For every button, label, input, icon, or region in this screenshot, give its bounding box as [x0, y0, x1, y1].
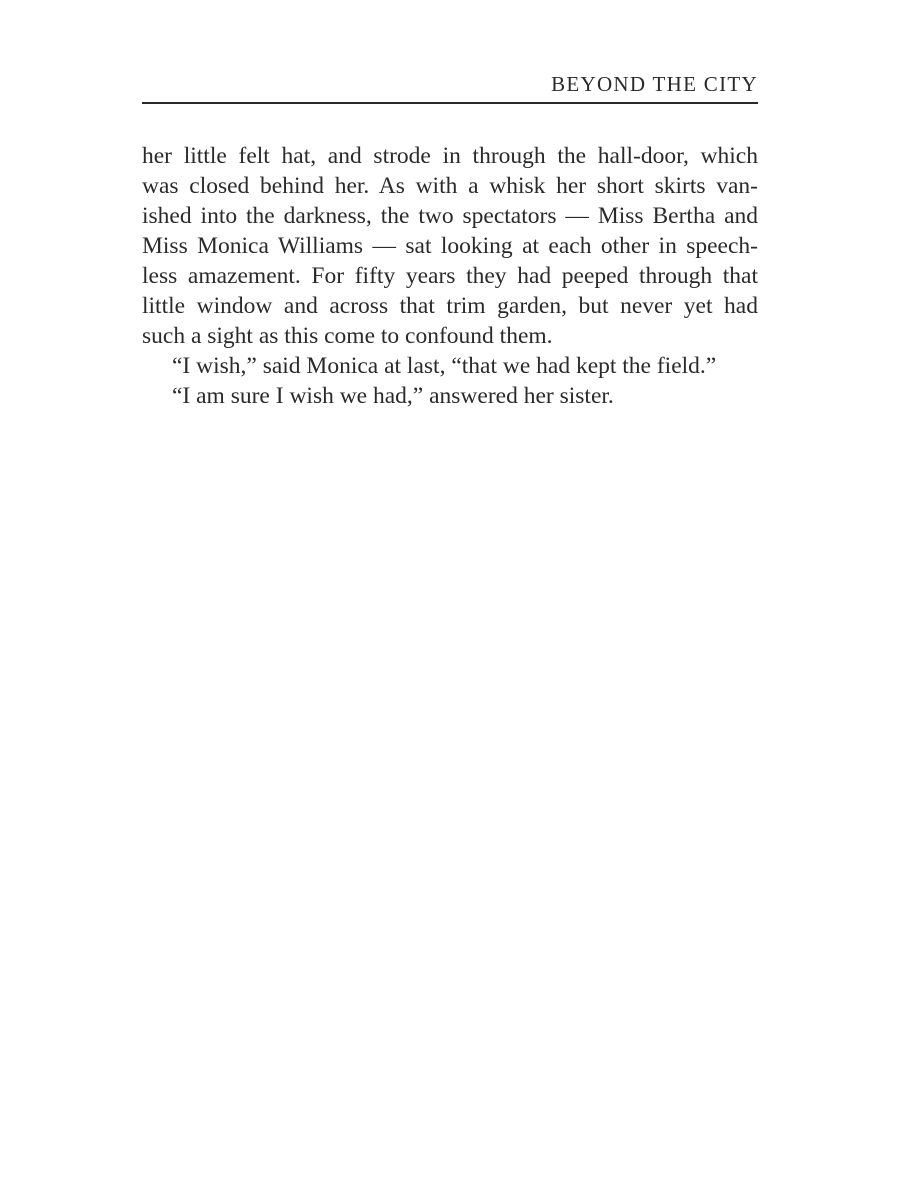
dialogue-line: “I wish,” said Monica at last, “that we had kept the field.” [172, 353, 717, 379]
running-head-title: BEYOND THE CITY [551, 72, 758, 96]
running-head [142, 70, 758, 104]
dialogue-line: “I am sure I wish we had,” answered her sister. [172, 383, 614, 409]
text-line: less amazement. For fifty years they had peeped through that [142, 263, 758, 289]
text-line: ished into the darkness, the two spectators — Miss Bertha and [142, 203, 758, 229]
text-line: such a sight as this come to confound them. [142, 323, 553, 349]
text-line: was closed behind her. As with a whisk her short skirts van- [142, 173, 758, 199]
body-text [142, 141, 758, 411]
text-line: Miss Monica Williams — sat looking at each other in speech- [142, 233, 758, 259]
text-line: little window and across that trim garden, but never yet had [142, 293, 758, 319]
text-line: her little felt hat, and strode in through the hall-door, which [142, 143, 758, 169]
